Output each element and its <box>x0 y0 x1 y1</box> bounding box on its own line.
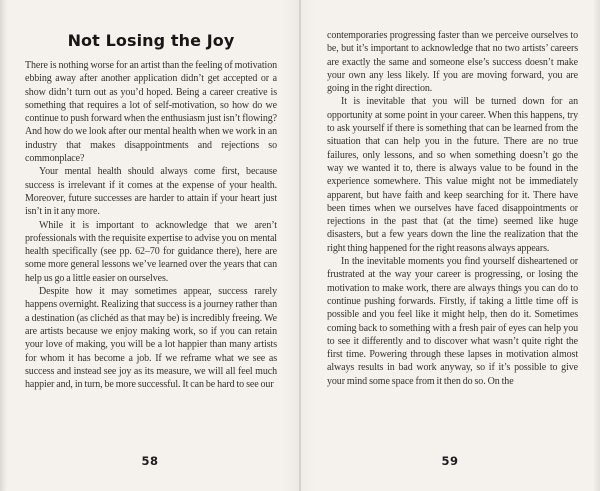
paragraph: There is nothing worse for an artist than the feeling of motivation ebbing away after another application didn’t get accepted or a show didn’t turn out as you’d hoped. Being a career creative is something that requires a lot of self-motivation, so how do we continue to push forward when the enthusiasm just isn’t flowing? And how do we look after our mental health when we work in an industry that makes disappointments and rejections so commonplace? <box>25 60 277 165</box>
paragraph: Despite how it may sometimes appear, success rarely happens overnight. Realizing that success is a journey rather than a destination (as clichéd as that may be) is incredibly freeing. We are artists because we enjoy making work, so if you can retain your love of making, you will be a lot happier than many artists for whom it has become a job. If we reframe what we see as success and instead see joy as its measure, we will all feel much happier and, in turn, be more successful. It can be hard to see our <box>25 286 277 391</box>
paragraph: Your mental health should always come first, because success is irrelevant if it comes at the expense of your health. Moreover, future successes are harder to attain if your heart just isn’t in it any more. <box>25 166 277 218</box>
page-left-body <box>25 59 277 391</box>
paragraph: In the inevitable moments you find yourself disheartened or frustrated at the way your career is progressing, or losing the motivation to make work, there are always things you can do to continue pushing forwards. Firstly, if taking a little time off is possible and you feel like it might help, then do it. Sometimes coming back to something with a fresh pair of eyes can help you to see it differently and to discover what wasn’t quite right the first time. Powering through these lapses in motivation almost always results in bad work anyway, so if it’s possible to give your mind some space from it then do so. On the <box>327 256 578 387</box>
paragraph: It is inevitable that you will be turned down for an opportunity at some point in your career. When this happens, try to ask yourself if there is something that can be learned from the situation that can help you in the future. There are no true failures, only lessons, and so when something doesn’t go the way we wanted it to, there is always value to be found in the experience somewhere. This value might not be immediately apparent, but have faith and keep searching for it. There have been times when we ourselves have faced disappointments or rejections in the past that (at the time) seemed like huge disasters, but a few years down the line the realization that the right thing happened for the right reasons always appears. <box>327 96 578 254</box>
page-right-body <box>327 29 578 388</box>
page-number-right: 59 <box>441 454 459 468</box>
paragraph: contemporaries progressing faster than we perceive ourselves to be, but it’s important to acknowledge that no two artists’ careers are exactly the same and someone else’s success doesn’t make your own any less likely. If you are moving forward, you are going in the right direction. <box>327 30 578 95</box>
paragraph: While it is important to acknowledge that we aren’t professionals with the requisite expertise to advise you on mental health specifically (see pp. 62–70 for guidance there), here are some more general lessons we’ve learned over the years that can help us go a little easier on ourselves. <box>25 219 277 284</box>
page-right <box>300 0 600 491</box>
book-gutter-divider <box>299 0 301 491</box>
chapter-title: Not Losing the Joy <box>67 31 235 50</box>
page-number-left: 58 <box>141 454 159 468</box>
